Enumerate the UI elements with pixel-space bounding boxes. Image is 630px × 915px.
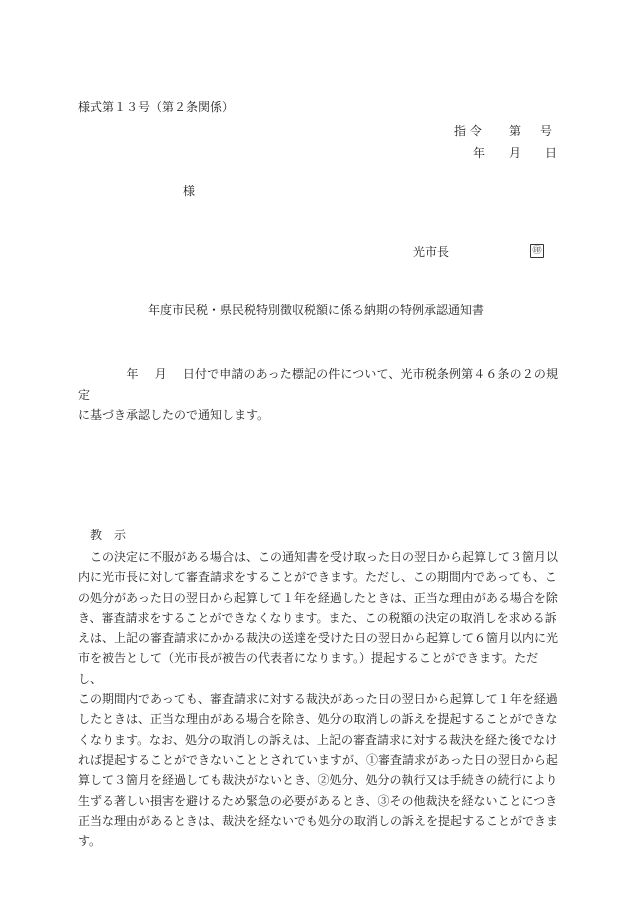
document-title: 年度市民税・県民税特別徴収税額に係る納期の特例承認通知書 — [148, 303, 485, 317]
notice-line: き、審査請求をすることができなくなります。また、この税額の決定の取消しを求める訴 — [78, 610, 557, 625]
reference-dai: 第 — [509, 124, 522, 138]
reference-number — [430, 122, 557, 138]
body-line: に基づき承認したので通知します。 — [78, 408, 270, 422]
notice-line: 市を被告として（光市長が被告の代表者になります。）提起することができます。ただし、 — [78, 651, 539, 686]
notice-line: れば提起することができないこととされていますが、①審査請求があった日の翌日から起 — [78, 752, 558, 767]
notice-line: くなります。なお、処分の取消しの訴えは、上記の審査請求に対する裁決を経た後でなけ — [78, 732, 558, 747]
notice-line: 算して３箇月を経過しても裁決がないとき、②処分、処分の執行又は手続きの続行により — [78, 773, 558, 788]
date-day: 日 — [545, 146, 558, 160]
body-line: 年 月 日付で申請のあった標記の件について、光市税条例第４６条の２の規定 — [78, 367, 558, 402]
notice-paragraph — [78, 547, 558, 851]
issue-date — [430, 144, 557, 160]
notice-line: 生ずる著しい損害を避けるため緊急の必要があるとき、③その他裁決を経ないことにつき — [78, 793, 558, 808]
notice-line: の処分があった日の翌日から起算して１年を経過したときは、正当な理由がある場合を除 — [78, 590, 558, 605]
notice-line: したときは、正当な理由がある場合を除き、処分の取消しの訴えを提起することができな — [78, 712, 558, 727]
date-year: 年 — [473, 146, 486, 160]
body-paragraph — [78, 364, 558, 426]
addressee-suffix: 様 — [183, 184, 196, 198]
notice-line: す。 — [78, 834, 102, 849]
notice-heading: 教 示 — [90, 528, 127, 542]
seal-mark: ㊞ — [530, 244, 544, 258]
notice-line: この決定に不服がある場合は、この通知書を受け取った日の翌日から起算して３箇月以 — [78, 550, 559, 564]
reference-go: 号 — [540, 124, 553, 138]
notice-line: えは、上記の審査請求にかかる裁決の送達を受けた日の翌日から起算して６箇月以内に光 — [78, 631, 559, 646]
issuer-name: 光市長 — [413, 245, 450, 259]
notice-line: 内に光市長に対して審査請求をすることができます。ただし、この期間内であっても、こ — [78, 570, 557, 585]
date-month: 月 — [509, 146, 522, 160]
form-number: 様式第１３号（第２条関係） — [78, 100, 235, 114]
reference-prefix: 指 令 — [454, 124, 482, 138]
notice-line: この期間内であっても、審査請求に対する裁決があった日の翌日から起算して１年を経過 — [78, 692, 558, 707]
notice-line: 正当な理由があるときは、裁決を経ないでも処分の取消しの訴えを提起することができま — [78, 813, 559, 828]
